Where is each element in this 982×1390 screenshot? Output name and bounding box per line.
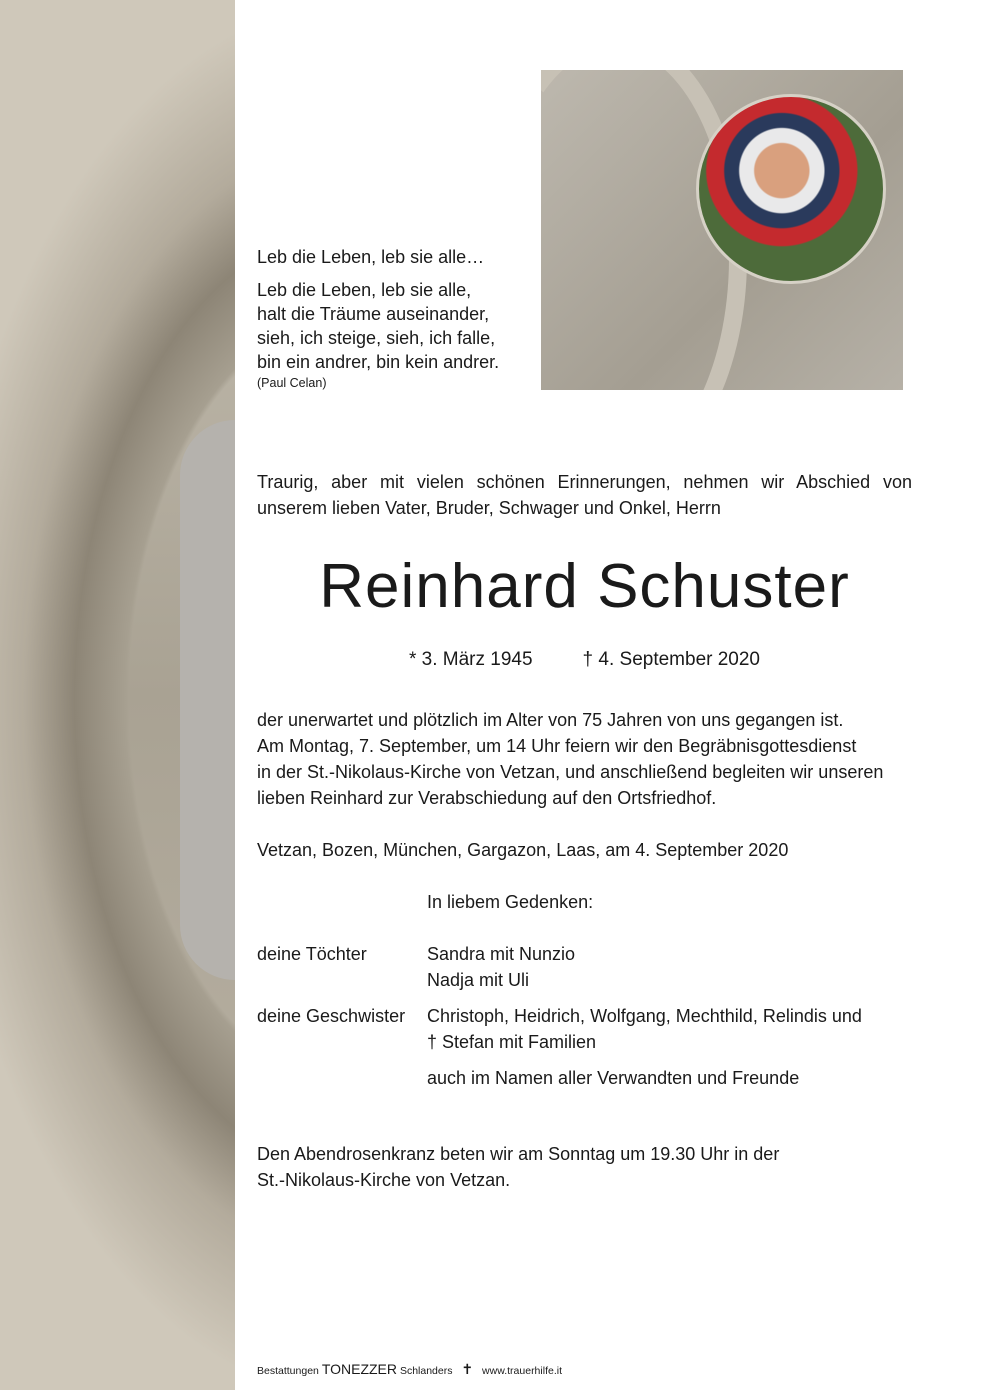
- mourner-label: deine Geschwister: [257, 1006, 406, 1026]
- mourner-row: [257, 941, 912, 993]
- poem-line: Leb die Leben, leb sie alle,: [257, 280, 472, 300]
- body-paragraph: [257, 707, 912, 811]
- footer-suffix: Schlanders: [399, 1365, 453, 1377]
- rosary-line: St.-Nikolaus-Kirche von Vetzan.: [257, 1170, 511, 1190]
- body-line: lieben Reinhard zur Verabschiedung auf den Ortsfriedhof.: [257, 788, 717, 808]
- poem-line: bin ein andrer, bin kein andrer.: [257, 352, 500, 372]
- birth-date: * 3. März 1945: [408, 649, 533, 670]
- portrait-photo: [541, 70, 903, 390]
- mourner-line: Nadja mit Uli: [427, 970, 530, 990]
- intro-line: unserem lieben Vater, Bruder, Schwager und Onkel, Herrn: [257, 498, 721, 518]
- obituary-text: [257, 469, 912, 1193]
- remembrance-heading: In liebem Gedenken:: [427, 892, 594, 912]
- footer: [257, 1361, 562, 1378]
- body-line: in der St.-Nikolaus-Kirche von Vetzan, und anschließend begleiten wir unseren: [257, 762, 884, 782]
- poem: [257, 245, 532, 392]
- rosary-line: Den Abendrosenkranz beten wir am Sonntag um 19.30 Uhr in der: [257, 1144, 780, 1164]
- rosary-paragraph: [257, 1141, 912, 1193]
- place-date: Vetzan, Bozen, München, Gargazon, Laas, am 4. September 2020: [257, 840, 789, 860]
- body-line: Am Montag, 7. September, um 14 Uhr feiern wir den Begräbnisgottesdienst: [257, 736, 857, 756]
- death-date: † 4. September 2020: [582, 649, 761, 670]
- deceased-name: Reinhard Schuster: [319, 552, 850, 621]
- also-line: auch im Namen aller Verwandten und Freunde: [427, 1068, 800, 1088]
- mourner-line: Sandra mit Nunzio: [427, 944, 576, 964]
- footer-url[interactable]: www.trauerhilfe.it: [482, 1365, 562, 1377]
- poem-line: sieh, ich steige, sieh, ich falle,: [257, 328, 496, 348]
- stone-background-image: [0, 0, 235, 1390]
- poem-title: Leb die Leben, leb sie alle…: [257, 247, 485, 267]
- intro-line: Traurig, aber mit vielen schönen Erinnerungen, nehmen wir Abschied von: [257, 472, 912, 492]
- mourner-row: [257, 1003, 912, 1055]
- trauerhilfe-logo-icon: ✝: [461, 1361, 474, 1377]
- poem-line: halt die Träume auseinander,: [257, 304, 490, 324]
- mourner-label: deine Töchter: [257, 944, 367, 964]
- mourner-line: Christoph, Heidrich, Wolfgang, Mechthild, Relindis und: [427, 1006, 862, 1026]
- body-line: der unerwartet und plötzlich im Alter von 75 Jahren von uns gegangen ist.: [257, 710, 844, 730]
- dates: [257, 647, 912, 673]
- footer-company: TONEZZER: [321, 1361, 398, 1377]
- mourner-line: † Stefan mit Familien: [427, 1032, 597, 1052]
- poem-author: (Paul Celan): [257, 376, 327, 390]
- footer-prefix: Bestattungen: [257, 1365, 319, 1377]
